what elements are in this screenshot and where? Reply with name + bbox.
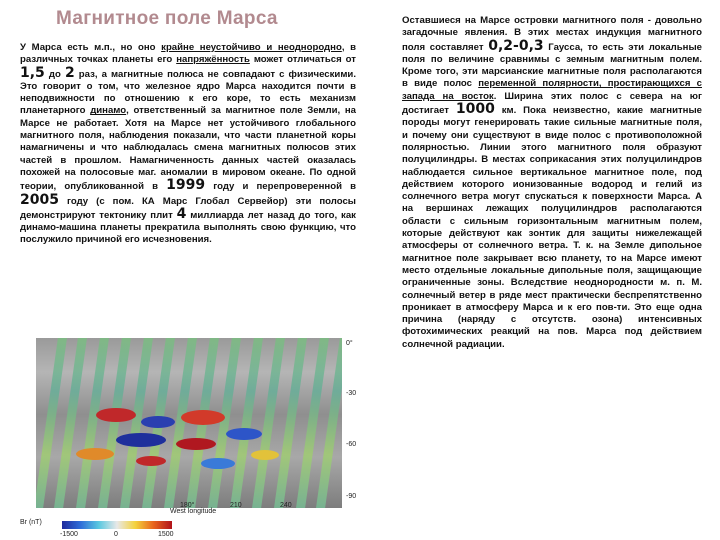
x-tick: 240 bbox=[280, 502, 292, 509]
lat-label: -60 bbox=[346, 441, 357, 448]
left-column-text: У Марса есть м.п., но оно крайне неустойчиво и неоднородно, в различных точках планеты его напряжённость может отличаться от 1,5 до 2 раз, а магнитные полюса не совпадают с физическими. Это говорит о том, что железное ядро Марса находится почти в неподвижности по отношению к его коре, то есть механизм планетарного динамо, ответственный за магнитное поле Земли, на Марсе не работает. Хотя на Марсе нет устойчивого глобального магнитного поля, наблюдения показали, что части планетной коры намагничены и что наблюдалась смена магнитных полюсов этих частей в прошлом. Намагниченность данных частей оказалась похожей на полосовые маг. аномалии в мировом океане. По одной теории, опубликованной в 1999 году и перепроверенной в 2005 году (с пом. КА Марс Глобал Сервейор) эти полосы демонстрируют тектонику плит 4 миллиарда лет назад до того, как динамо-машина планеты прекратила выполнять свою функцию, что послужило причиной его исчезновения. bbox=[20, 42, 357, 246]
lat-label: -90 bbox=[346, 493, 357, 500]
lat-label: -30 bbox=[346, 390, 357, 397]
magnetic-anomaly-map bbox=[36, 338, 342, 508]
colorbar-tick: 0 bbox=[114, 531, 118, 538]
colorbar bbox=[62, 521, 172, 529]
colorbar-title: Br (nT) bbox=[20, 519, 42, 526]
right-column-text: Оставшиеся на Марсе островки магнитного поля - довольно загадочные явления. В этих местах индукция магнитного поля составляет 0,2-0,3 Гаусса, то есть эти локальные поля по величине сравнимы с земным магнитным полем. Кроме того, эти марсианские магнитные поля располагаются в виде полос переменной полярности, простирающихся с запада на восток. Ширина этих полос с севера на юг достигает 1000 км. Пока неизвестно, какие магнитные породы могут генерировать такие сильные магнитные поля, и почему они существуют в виде полос с противоположной полярностью. Линии этого магнитного поля образуют полуцилиндры. В местах соприкасания этих полуцилиндров наблюдается сильное вертикальное магнитное поле, под действием которого ионизованные водород и гелий из солнечного ветра могут спускаться к поверхности Марса. А на вершинах лежащих полуцилиндров располагаются области с сильным горизонтальным магнитным полем, которые действуют как зонтик для защиты нижележащей атмосферы от солнечного ветра. Т. к. на Земле дипольное магнитное поле закрывает всю планету, то на Марсе имеют место отдельные локальные дипольные поля, защищающие ограниченные зоны. Вследствие неоднородности м. п. М. солнечный ветер в ряде мест практически беспрепятственно проникает в атмосферу Марса и к его пов-ти. Это еще одна причина (наряду с отсутств. озона) интенсивных фотохимических реакций на пов. Марса под действием солнечной радиации. bbox=[402, 15, 703, 350]
lat-label: 0° bbox=[346, 340, 353, 347]
colorbar-tick: -1500 bbox=[60, 531, 78, 538]
page-title: Магнитное поле Марса bbox=[56, 8, 278, 29]
x-tick: 210 bbox=[230, 502, 242, 509]
x-tick: 180° bbox=[180, 502, 195, 509]
x-axis-label: West longitude bbox=[170, 508, 217, 515]
mars-magnetic-map-figure bbox=[20, 338, 360, 538]
colorbar-tick: 1500 bbox=[158, 531, 174, 538]
